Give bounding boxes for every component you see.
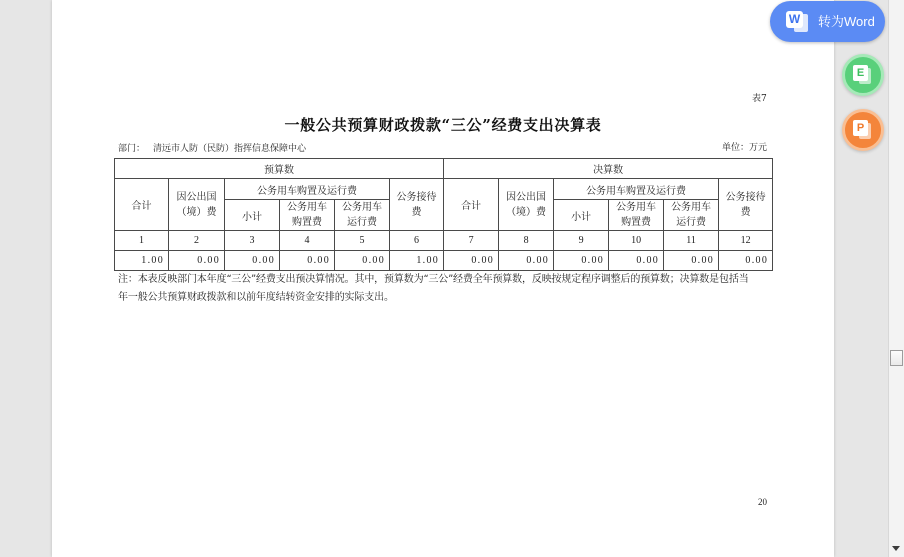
budget-abroad-header bbox=[169, 179, 225, 231]
department-line bbox=[118, 141, 306, 154]
convert-to-excel-button[interactable] bbox=[842, 54, 884, 96]
final-total-value: 0.00 bbox=[444, 251, 499, 271]
budget-reception-value: 1.00 bbox=[390, 251, 444, 271]
unit-label: 单位：万元 bbox=[721, 143, 767, 153]
final-purchase-header bbox=[609, 200, 664, 231]
note-line: 注：本表反映部门本年度“三公”经费支出预决算情况。其中，预算数为“三公”经费全年预算数，反映按规定程序调整后的预算数；决算数是包括当 bbox=[118, 274, 749, 285]
ppt-icon bbox=[853, 120, 873, 140]
budget-abroad-value: 0.00 bbox=[169, 251, 225, 271]
final-purchase-value: 0.00 bbox=[609, 251, 664, 271]
value-row bbox=[115, 251, 773, 271]
budget-reception-header bbox=[390, 179, 444, 231]
scrollbar-thumb[interactable] bbox=[890, 350, 903, 366]
final-subtotal-header: 小计 bbox=[554, 200, 609, 231]
budget-total-header: 合计 bbox=[115, 179, 169, 231]
document-page bbox=[52, 0, 834, 557]
column-number: 9 bbox=[554, 231, 609, 251]
table-number: 表7 bbox=[752, 94, 767, 104]
final-vehicle-header: 公务用车购置及运行费 bbox=[554, 179, 719, 200]
budget-purchase-header bbox=[280, 200, 335, 231]
ppt-icon-letter: P bbox=[853, 120, 868, 136]
budget-subtotal-header: 小计 bbox=[225, 200, 280, 231]
column-number: 10 bbox=[609, 231, 664, 251]
final-operation-header-text: 公务用车运行费 bbox=[671, 202, 712, 228]
budget-subtotal-value: 0.00 bbox=[225, 251, 280, 271]
excel-icon bbox=[853, 65, 873, 85]
budget-operation-value: 0.00 bbox=[335, 251, 390, 271]
column-number: 4 bbox=[280, 231, 335, 251]
budget-reception-header-text: 公务接待费 bbox=[396, 191, 437, 218]
final-operation-header bbox=[664, 200, 719, 231]
budget-total-value: 1.00 bbox=[115, 251, 169, 271]
budget-operation-header-text: 公务用车运行费 bbox=[342, 202, 382, 228]
arrow-down-icon[interactable] bbox=[892, 546, 900, 551]
final-reception-header-text: 公务接待费 bbox=[725, 191, 766, 218]
convert-to-ppt-button[interactable] bbox=[842, 109, 884, 151]
department-name: 清远市人防（民防）指挥信息保障中心 bbox=[153, 144, 307, 154]
budget-vehicle-header: 公务用车购置及运行费 bbox=[225, 179, 390, 200]
final-total-header: 合计 bbox=[444, 179, 499, 231]
final-abroad-header-text: 因公出国（境）费 bbox=[506, 191, 547, 218]
final-operation-value: 0.00 bbox=[664, 251, 719, 271]
word-icon-letter: W bbox=[786, 11, 803, 28]
note-line: 年一般公共预算财政拨款和以前年度结转资金安排的实际支出。 bbox=[118, 292, 394, 303]
column-number: 2 bbox=[169, 231, 225, 251]
final-subtotal-value: 0.00 bbox=[554, 251, 609, 271]
column-number: 6 bbox=[390, 231, 444, 251]
convert-to-word-label: 转为Word bbox=[818, 14, 875, 29]
excel-icon-letter: E bbox=[853, 65, 868, 81]
final-purchase-header-text: 公务用车购置费 bbox=[616, 202, 657, 228]
column-number: 11 bbox=[664, 231, 719, 251]
page-title: 一般公共预算财政拨款“三公”经费支出决算表 bbox=[284, 116, 602, 134]
department-label: 部门： bbox=[118, 144, 146, 154]
word-icon bbox=[786, 11, 810, 33]
column-number: 1 bbox=[115, 231, 169, 251]
final-abroad-header bbox=[499, 179, 554, 231]
budget-purchase-header-text: 公务用车购置费 bbox=[287, 202, 327, 228]
table-header-row bbox=[115, 179, 773, 200]
column-number: 3 bbox=[225, 231, 280, 251]
column-number: 7 bbox=[444, 231, 499, 251]
budget-operation-header bbox=[335, 200, 390, 231]
column-number-row bbox=[115, 231, 773, 251]
expenditure-table bbox=[114, 158, 773, 271]
page-number: 20 bbox=[758, 497, 767, 507]
final-reception-value: 0.00 bbox=[719, 251, 773, 271]
final-group-header: 决算数 bbox=[444, 159, 773, 179]
budget-group-header: 预算数 bbox=[115, 159, 444, 179]
budget-purchase-value: 0.00 bbox=[280, 251, 335, 271]
column-number: 8 bbox=[499, 231, 554, 251]
table-group-row bbox=[115, 159, 773, 179]
final-abroad-value: 0.00 bbox=[499, 251, 554, 271]
column-number: 12 bbox=[719, 231, 773, 251]
final-reception-header bbox=[719, 179, 773, 231]
vertical-scrollbar[interactable] bbox=[888, 0, 904, 557]
column-number: 5 bbox=[335, 231, 390, 251]
budget-abroad-header-text: 因公出国（境）费 bbox=[176, 191, 217, 218]
convert-to-word-button[interactable] bbox=[770, 1, 885, 42]
